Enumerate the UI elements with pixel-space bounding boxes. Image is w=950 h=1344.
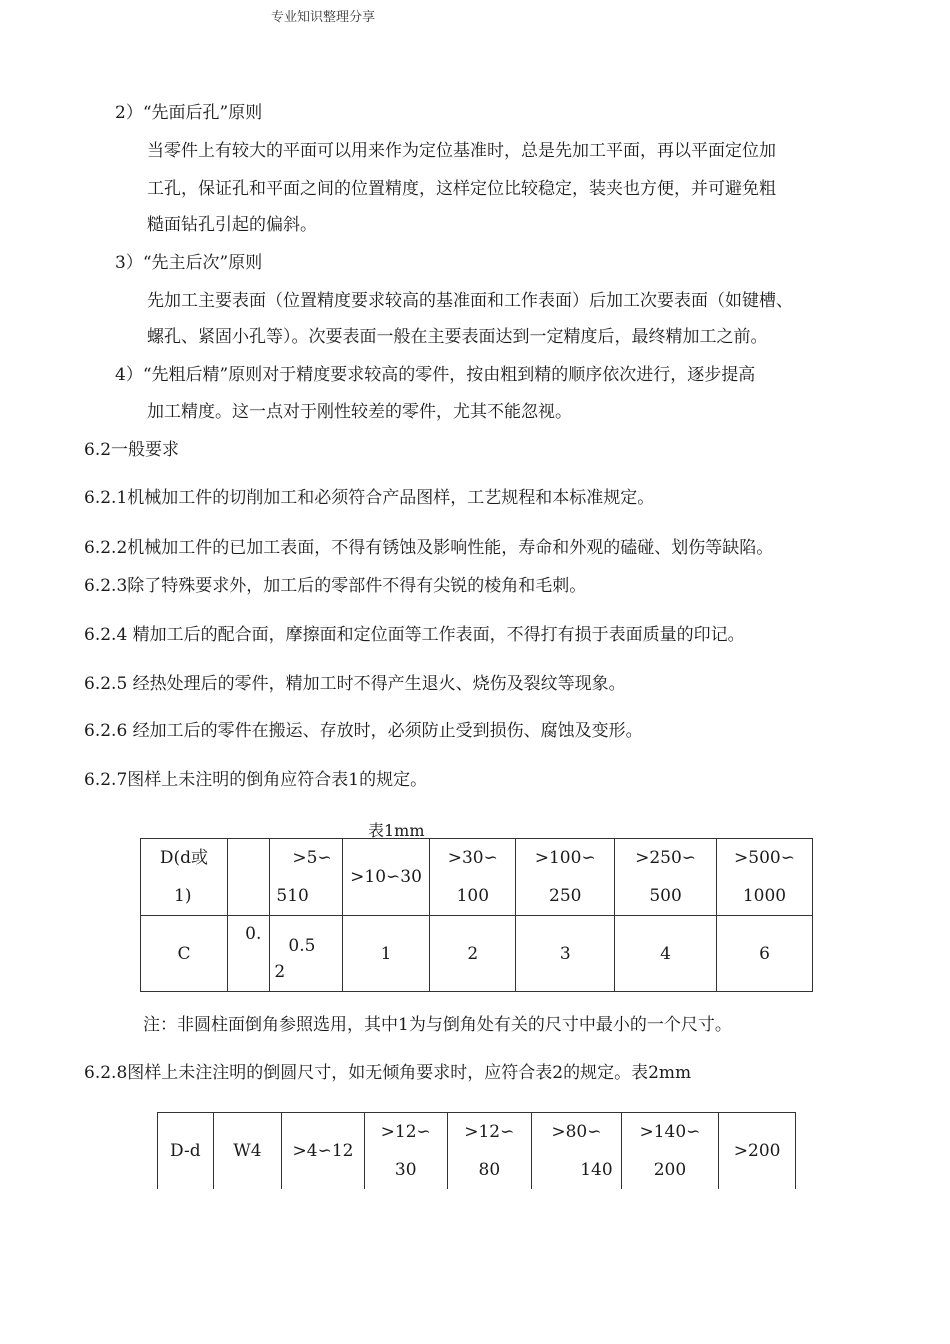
paragraph-line: 螺孔、紧固小孔等）。次要表面一般在主要表面达到一定精度后，最终精加工之前。 <box>147 327 768 347</box>
table-cell: >250∽ 500 <box>615 839 717 916</box>
page-header: 专业知识整理分享 <box>271 10 376 25</box>
table-cell: >200 <box>719 1113 796 1190</box>
table-cell: 4 <box>615 916 717 992</box>
round-table <box>157 1112 796 1189</box>
paragraph-line: 当零件上有较大的平面可以用来作为定位基准时，总是先加工平面，再以平面定位加 <box>147 141 776 161</box>
table-header-row <box>141 839 813 916</box>
table-cell: 1 <box>342 916 430 992</box>
table-cell: >5∽ 510 <box>270 839 342 916</box>
table-cell: >500∽ 1000 <box>716 839 812 916</box>
table-cell: >80∽ 140 <box>532 1113 622 1190</box>
section-title: 6.2一般要求 <box>84 440 180 460</box>
principle-title: 3）“先主后次”原则 <box>115 253 263 273</box>
table-cell: D-d <box>158 1113 214 1190</box>
table-cell: >100∽ 250 <box>516 839 615 916</box>
requirement-item: 6.2.2机械加工件的已加工表面，不得有锈蚀及影响性能，寿命和外观的磕碰、划伤等缺陷。 <box>84 538 774 558</box>
requirement-item: 6.2.4 精加工后的配合面，摩擦面和定位面等工作表面，不得打有损于表面质量的印记。 <box>84 625 745 645</box>
table-cell: W4 <box>213 1113 282 1190</box>
paragraph-line: 先加工主要表面（位置精度要求较高的基准面和工作表面）后加工次要表面（如键槽、 <box>147 291 793 311</box>
paragraph-line: 糙面钻孔引起的偏斜。 <box>147 215 317 235</box>
table-cell: 6 <box>716 916 812 992</box>
requirement-item: 6.2.5 经热处理后的零件，精加工时不得产生退火、烧伤及裂纹等现象。 <box>84 674 626 694</box>
principle-title: 4）“先粗后精”原则对于精度要求较高的零件，按由粗到精的顺序依次进行，逐步提高 <box>115 365 756 385</box>
table-cell: D(d或 1) <box>141 839 228 916</box>
table-cell: >140∽ 200 <box>621 1113 719 1190</box>
chamfer-table <box>140 838 813 992</box>
table-cell: C <box>141 916 228 992</box>
requirement-item: 6.2.8图样上未注注明的倒圆尺寸，如无倾角要求时，应符合表2的规定。表2mm <box>84 1063 692 1083</box>
requirement-item: 6.2.3除了特殊要求外，加工后的零部件不得有尖锐的棱角和毛刺。 <box>84 576 587 596</box>
table-cell: >10∽30 <box>342 839 430 916</box>
table-header-row <box>158 1113 796 1190</box>
table-cell: 3 <box>516 916 615 992</box>
table-cell: >12∽ 80 <box>447 1113 532 1190</box>
table-cell: >30∽ 100 <box>430 839 516 916</box>
table-cell <box>227 839 269 916</box>
requirement-item: 6.2.1机械加工件的切削加工和必须符合产品图样，工艺规程和本标准规定。 <box>84 488 655 508</box>
paragraph-line: 加工精度。这一点对于刚性较差的零件，尤其不能忽视。 <box>147 402 572 422</box>
table1-caption: 表1mm <box>368 821 425 840</box>
table-cell: 0. <box>227 916 269 992</box>
table-row <box>141 916 813 992</box>
table-cell: 0.5 2 <box>270 916 342 992</box>
table-note: 注：非圆柱面倒角参照选用，其中1为与倒角处有关的尺寸中最小的一个尺寸。 <box>143 1015 732 1035</box>
requirement-item: 6.2.6 经加工后的零件在搬运、存放时，必须防止受到损伤、腐蚀及变形。 <box>84 721 643 741</box>
requirement-item: 6.2.7图样上未注明的倒角应符合表1的规定。 <box>84 770 428 790</box>
table-cell: >4∽12 <box>282 1113 365 1190</box>
table-cell: >12∽ 30 <box>364 1113 447 1190</box>
table-cell: 2 <box>430 916 516 992</box>
principle-title: 2）“先面后孔”原则 <box>115 103 263 123</box>
paragraph-line: 工孔，保证孔和平面之间的位置精度，这样定位比较稳定，装夹也方便，并可避免粗 <box>147 179 776 199</box>
